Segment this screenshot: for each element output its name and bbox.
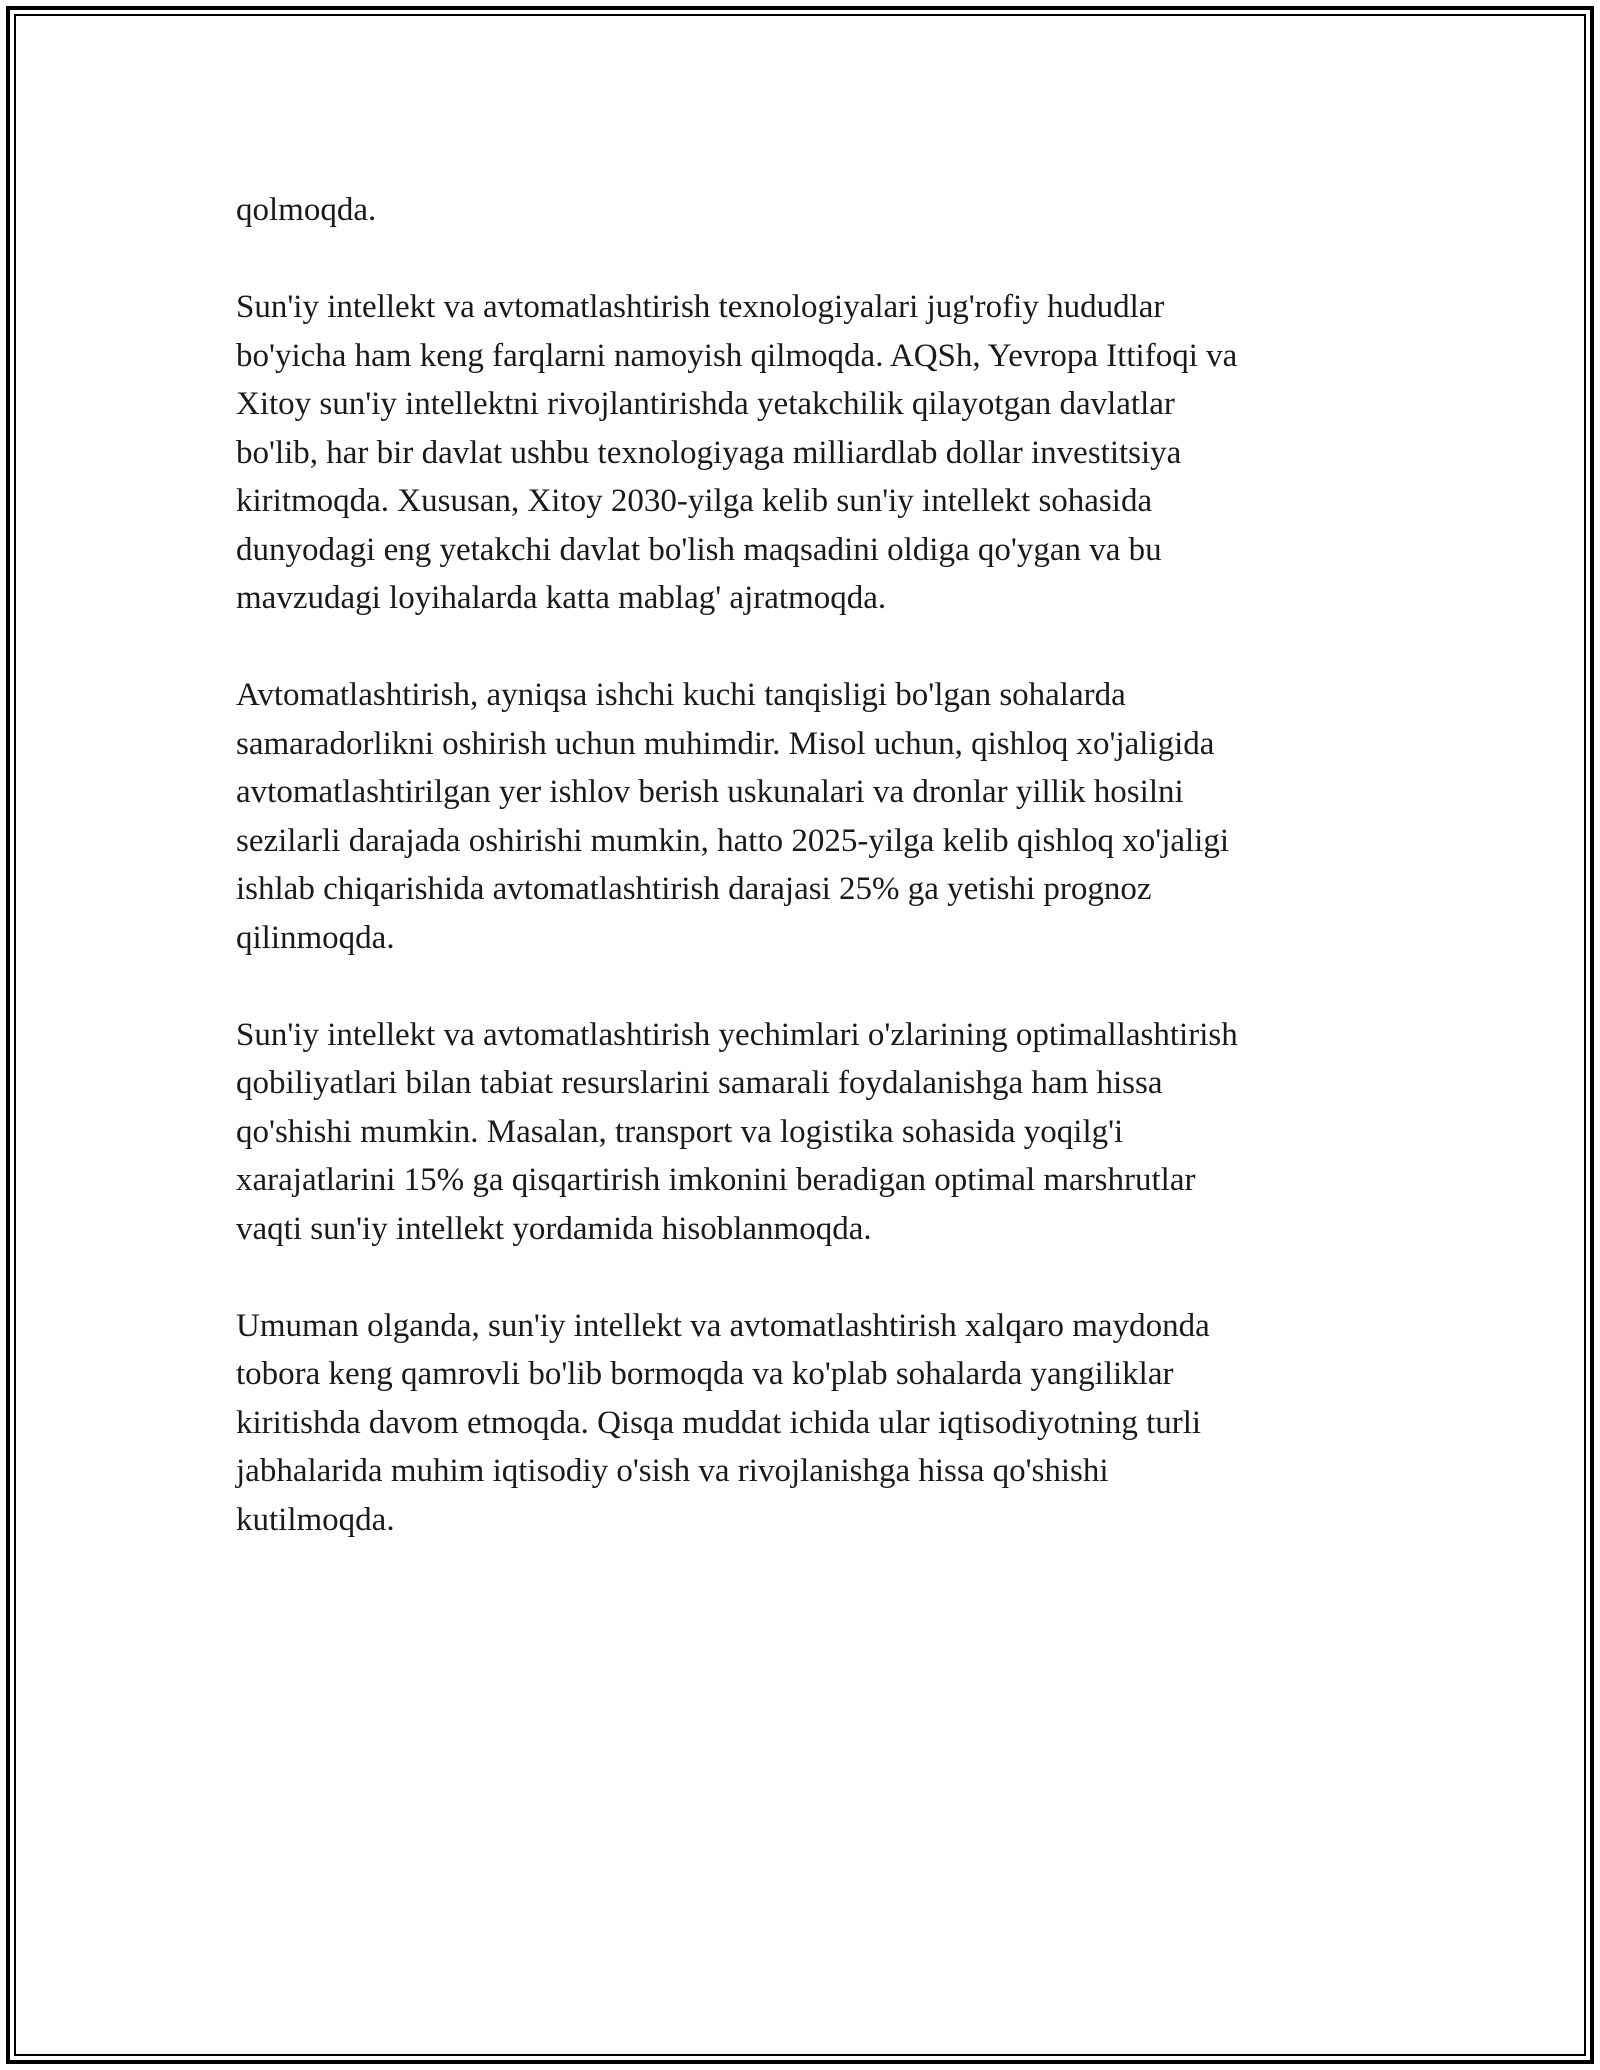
text-line: qo'shishi mumkin. Masalan, transport va logistika sohasida yoqilg'i <box>236 1113 1124 1150</box>
text-line: samaradorlikni oshirish uchun muhimdir. Misol uchun, qishloq xo'jaligida <box>236 725 1215 762</box>
text-line: kiritmoqda. Xususan, Xitoy 2030-yilga kelib sun'iy intellekt sohasida <box>236 483 1153 519</box>
paragraph <box>236 283 1376 623</box>
text-line: tobora keng qamrovli bo'lib bormoqda va ko'plab sohalarda yangiliklar <box>236 1356 1174 1392</box>
text-line: avtomatlashtirilgan yer ishlov berish uskunalari va dronlar yillik hosilni <box>236 774 1184 810</box>
text-line: vaqti sun'iy intellekt yordamida hisoblanmoqda. <box>236 1210 872 1247</box>
text-line: bo'yicha ham keng farqlarni namoyish qilmoqda. AQSh, Yevropa Ittifoqi va <box>236 337 1238 374</box>
text-line: xarajatlarini 15% ga qisqartirish imkonini beradigan optimal marshrutlar <box>236 1162 1196 1198</box>
paragraph <box>236 1302 1376 1545</box>
text-line: sezilarli darajada oshirishi mumkin, hatto 2025-yilga kelib qishloq xo'jaligi <box>236 822 1230 859</box>
text-line: jabhalarida muhim iqtisodiy o'sish va rivojlanishga hissa qo'shishi <box>236 1453 1109 1489</box>
text-line: Avtomatlashtirish, ayniqsa ishchi kuchi tanqisligi bo'lgan sohalarda <box>236 677 1126 713</box>
document-body <box>236 186 1376 1593</box>
text-line: Umuman olganda, sun'iy intellekt va avtomatlashtirish xalqaro maydonda <box>236 1307 1210 1344</box>
text-line: bo'lib, har bir davlat ushbu texnologiyaga milliardlab dollar investitsiya <box>236 434 1182 471</box>
text-line: ishlab chiqarishida avtomatlashtirish darajasi 25% ga yetishi prognoz <box>236 871 1152 907</box>
text-line: mavzudagi loyihalarda katta mablag' ajratmoqda. <box>236 580 887 616</box>
text-line: kutilmoqda. <box>236 1501 395 1538</box>
text-line: qobiliyatlari bilan tabiat resurslarini samarali foydalanishga ham hissa <box>236 1065 1163 1101</box>
text-line: Xitoy sun'iy intellektni rivojlantirishda yetakchilik qilayotgan davlatlar <box>236 386 1175 422</box>
text-line: qilinmoqda. <box>236 919 395 956</box>
text-line: Sun'iy intellekt va avtomatlashtirish yechimlari o'zlarining optimallashtirish <box>236 1016 1238 1053</box>
text-line: kiritishda davom etmoqda. Qisqa muddat ichida ular iqtisodiyotning turli <box>236 1404 1202 1441</box>
paragraph <box>236 186 1376 235</box>
paragraph <box>236 671 1376 962</box>
text-line: dunyodagi eng yetakchi davlat bo'lish maqsadini oldiga qo'ygan va bu <box>236 531 1162 568</box>
text-line: Sun'iy intellekt va avtomatlashtirish texnologiyalari jug'rofiy hududlar <box>236 289 1165 325</box>
text-line: qolmoqda. <box>236 192 377 228</box>
paragraph <box>236 1011 1376 1254</box>
